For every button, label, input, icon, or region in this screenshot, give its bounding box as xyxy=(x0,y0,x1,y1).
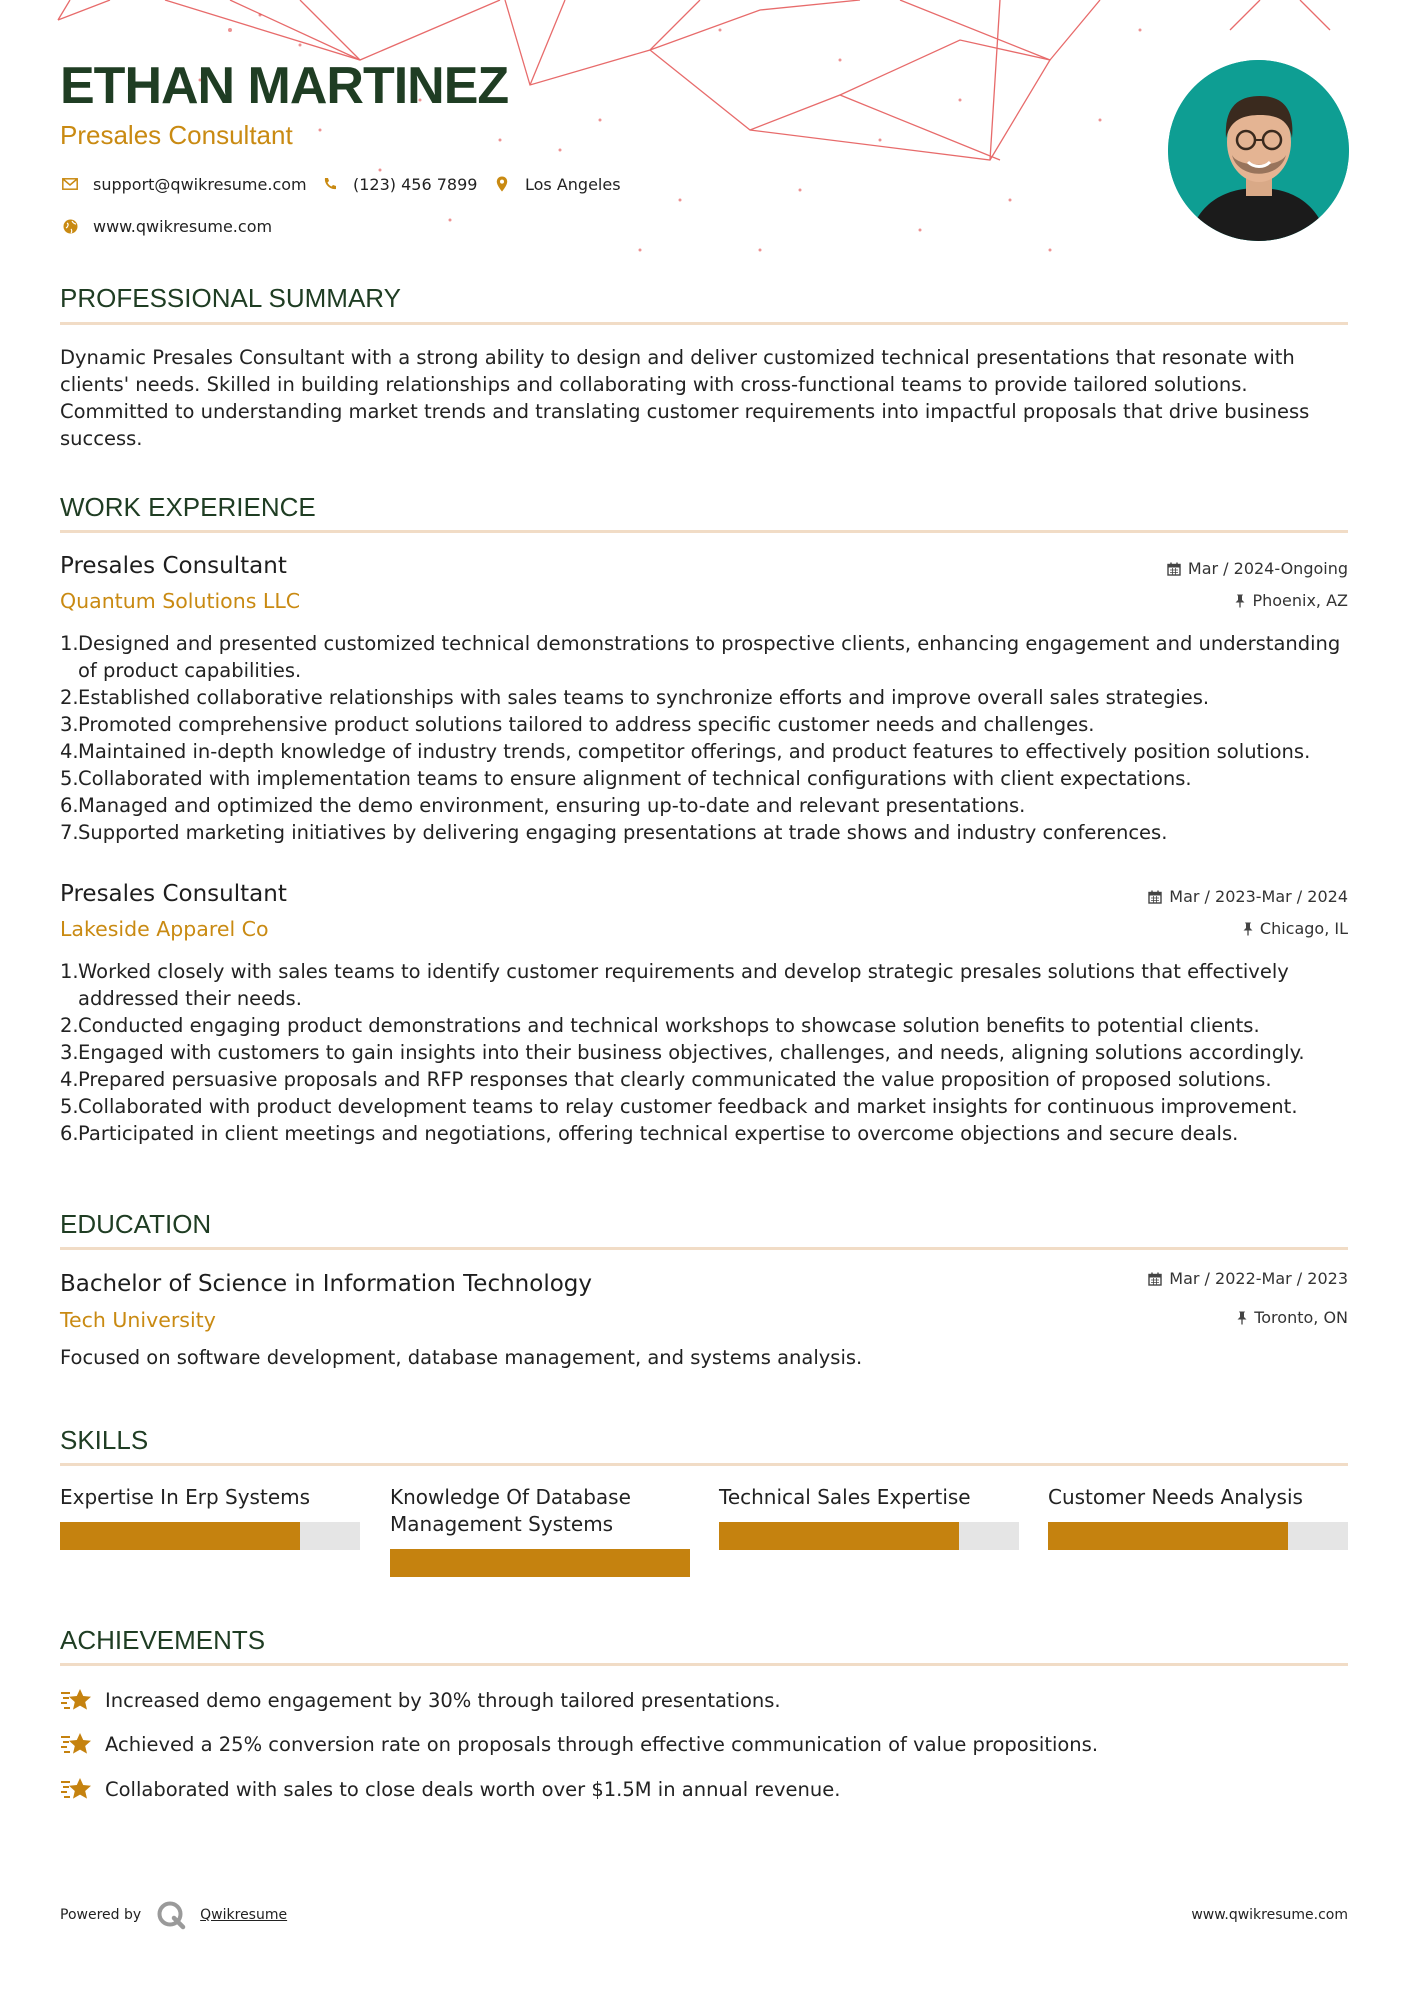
education-location xyxy=(1237,1310,1348,1326)
list-item: 5. Collaborated with implementation teams to ensure alignment of technical configurations with client expectations. xyxy=(60,767,1192,790)
job-title: Presales Consultant xyxy=(60,881,287,907)
job-bullets xyxy=(60,958,1348,1147)
globe-icon xyxy=(60,216,80,236)
pushpin-icon xyxy=(1237,1311,1247,1325)
achievement-item xyxy=(60,1730,1098,1758)
list-item: 6. Managed and optimized the demo environment, ensuring up-to-date and relevant presentations. xyxy=(60,794,1026,817)
section-title-education: EDUCATION xyxy=(60,1209,212,1239)
list-item: 1. Designed and presented customized technical demonstrations to prospective clients, enhancing engagement and understanding of product capabilities. xyxy=(60,632,1341,682)
section-divider xyxy=(60,322,1348,325)
summary-text: Dynamic Presales Consultant with a strong ability to design and deliver customized technical presentations that resonate with clients' needs. Skilled in building relationships and collaborating with cross-functional teams to provide tailored solutions. Committed to understanding market trends and translating customer requirements into impactful proposals that drive business success. xyxy=(60,346,1310,450)
skill-bar-fill xyxy=(60,1522,300,1550)
contact-website[interactable] xyxy=(60,216,272,236)
education-dates xyxy=(1148,1271,1348,1287)
avatar-photo xyxy=(1168,60,1349,241)
section-divider xyxy=(60,1247,1348,1250)
skill-label: Customer Needs Analysis xyxy=(1048,1485,1303,1509)
job-location xyxy=(1235,593,1348,609)
list-item: 5. Collaborated with product development teams to relay customer feedback and market insights for continuous improvement. xyxy=(60,1095,1298,1118)
degree-title: Bachelor of Science in Information Technology xyxy=(60,1271,592,1297)
company-name: Quantum Solutions LLC xyxy=(60,589,301,613)
phone-icon xyxy=(320,174,340,194)
location-text: Los Angeles xyxy=(525,174,621,194)
achievement-item xyxy=(60,1775,840,1803)
phone-text: (123) 456 7899 xyxy=(353,174,478,194)
contact-location xyxy=(492,174,621,194)
candidate-role: Presales Consultant xyxy=(60,120,293,150)
qwikresume-logo xyxy=(156,1900,186,1930)
location-pin-icon xyxy=(492,174,512,194)
website-text: www.qwikresume.com xyxy=(93,216,273,236)
section-title-summary: PROFESSIONAL SUMMARY xyxy=(60,283,401,313)
skill-label: Knowledge Of Database Management Systems xyxy=(390,1485,631,1536)
job-dates xyxy=(1167,561,1348,577)
section-title-skills: SKILLS xyxy=(60,1425,149,1455)
pushpin-icon xyxy=(1235,594,1245,608)
achievement-item xyxy=(60,1686,781,1714)
section-divider xyxy=(60,1463,1348,1466)
skill-bar xyxy=(719,1522,1019,1550)
education-location-text: Toronto, ON xyxy=(1254,1308,1348,1327)
email-text: support@qwikresume.com xyxy=(93,174,307,194)
skill-label: Technical Sales Expertise xyxy=(719,1485,971,1509)
star-achievement-icon xyxy=(60,1730,92,1758)
section-title-achievements: ACHIEVEMENTS xyxy=(60,1625,266,1655)
company-name: Lakeside Apparel Co xyxy=(60,917,269,941)
calendar-icon xyxy=(1167,562,1181,576)
candidate-name: ETHAN MARTINEZ xyxy=(60,57,509,115)
skill-bar xyxy=(60,1522,360,1550)
achievement-text: Collaborated with sales to close deals worth over $1.5M in annual revenue. xyxy=(105,1777,841,1801)
star-achievement-icon xyxy=(60,1775,92,1803)
list-item: 7. Supported marketing initiatives by delivering engaging presentations at trade shows and industry conferences. xyxy=(60,821,1168,844)
list-item: 4. Maintained in-depth knowledge of industry trends, competitor offerings, and product features to effectively position solutions. xyxy=(60,740,1311,763)
section-title-experience: WORK EXPERIENCE xyxy=(60,492,316,522)
job-location-text: Phoenix, AZ xyxy=(1252,591,1348,610)
list-item: 1. Worked closely with sales teams to identify customer requirements and develop strategic presales solutions that effectively addressed their needs. xyxy=(60,960,1289,1010)
education-description: Focused on software development, database management, and systems analysis. xyxy=(60,1346,863,1369)
skill-bar xyxy=(1048,1522,1348,1550)
pushpin-icon xyxy=(1243,922,1253,936)
school-name: Tech University xyxy=(60,1308,216,1332)
list-item: 3. Promoted comprehensive product solutions tailored to address specific customer needs and challenges. xyxy=(60,713,1095,736)
powered-by-text: Powered by xyxy=(60,1907,142,1923)
achievement-text: Increased demo engagement by 30% through tailored presentations. xyxy=(105,1688,781,1712)
section-divider xyxy=(60,530,1348,533)
job-title: Presales Consultant xyxy=(60,553,287,579)
section-divider xyxy=(60,1663,1348,1666)
job-location xyxy=(1243,921,1348,937)
skill-bar-fill xyxy=(719,1522,959,1550)
envelope-icon xyxy=(60,174,80,194)
footer-site-link[interactable]: www.qwikresume.com xyxy=(1191,1907,1348,1923)
job-location-text: Chicago, IL xyxy=(1259,919,1348,938)
calendar-icon xyxy=(1148,890,1162,904)
skill-bar-fill xyxy=(390,1549,690,1577)
footer-powered-by xyxy=(60,1900,287,1930)
contact-email[interactable] xyxy=(60,174,307,194)
star-achievement-icon xyxy=(60,1686,92,1714)
education-dates-text: Mar / 2022-Mar / 2023 xyxy=(1169,1269,1348,1288)
job-bullets xyxy=(60,630,1348,846)
avatar xyxy=(1168,60,1349,241)
skill-bar xyxy=(390,1549,690,1577)
job-dates-text: Mar / 2023-Mar / 2024 xyxy=(1169,887,1348,906)
list-item: 2. Conducted engaging product demonstrations and technical workshops to showcase solution benefits to potential clients. xyxy=(60,1014,1260,1037)
contact-phone[interactable] xyxy=(320,174,477,194)
job-dates xyxy=(1148,889,1348,905)
list-item: 3. Engaged with customers to gain insights into their business objectives, challenges, and needs, aligning solutions accordingly. xyxy=(60,1041,1305,1064)
list-item: 6. Participated in client meetings and negotiations, offering technical expertise to overcome objections and secure deals. xyxy=(60,1122,1239,1145)
brand-link[interactable]: Qwikresume xyxy=(200,1907,288,1923)
calendar-icon xyxy=(1148,1272,1162,1286)
achievement-text: Achieved a 25% conversion rate on proposals through effective communication of value propositions. xyxy=(105,1732,1099,1756)
list-item: 4. Prepared persuasive proposals and RFP responses that clearly communicated the value proposition of proposed solutions. xyxy=(60,1068,1272,1091)
skill-label: Expertise In Erp Systems xyxy=(60,1485,311,1509)
list-item: 2. Established collaborative relationships with sales teams to synchronize efforts and improve overall sales strategies. xyxy=(60,686,1210,709)
skill-bar-fill xyxy=(1048,1522,1288,1550)
job-dates-text: Mar / 2024-Ongoing xyxy=(1187,559,1348,578)
